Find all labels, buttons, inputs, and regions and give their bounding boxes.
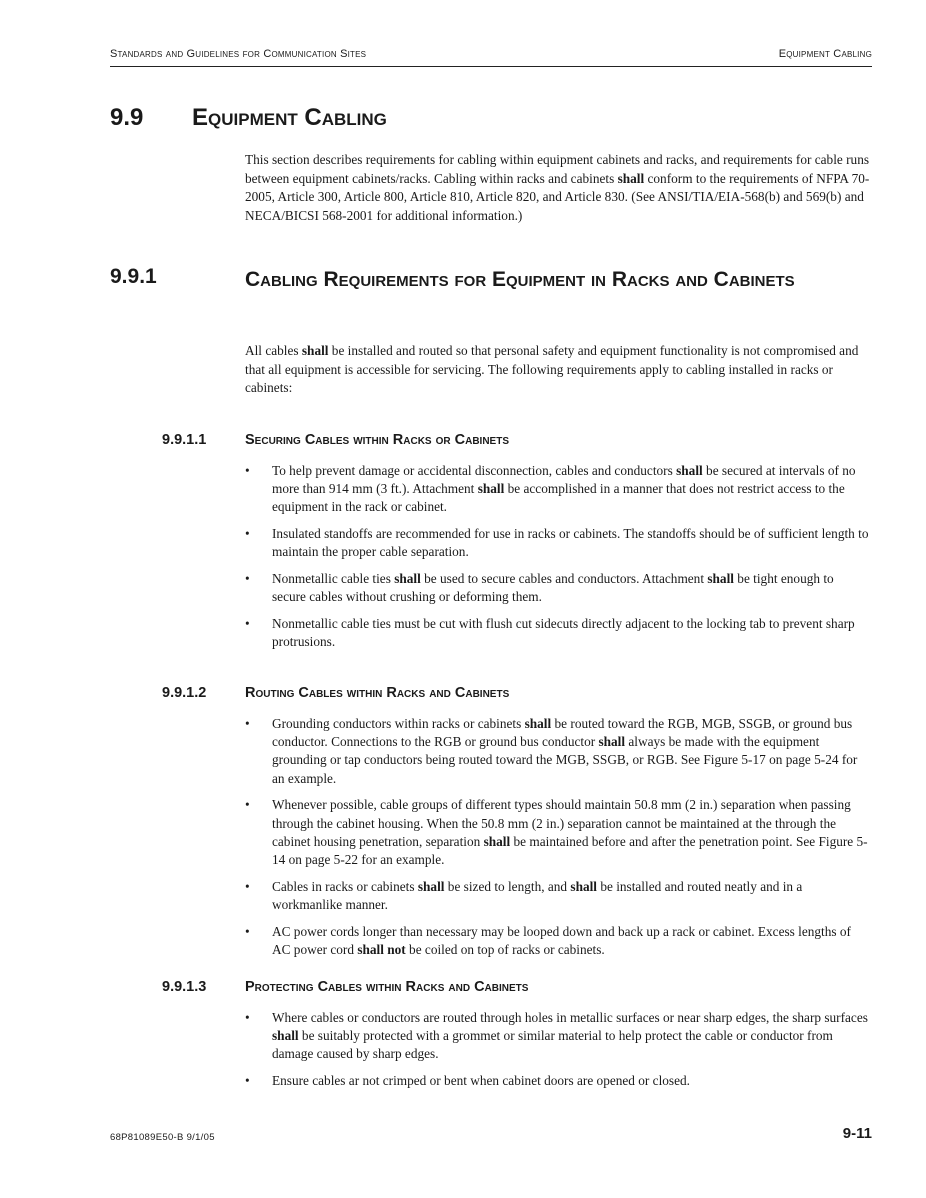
subsection-number: 9.9.1 (110, 265, 157, 288)
footer-doc-id: 68P81089E50-B 9/1/05 (110, 1132, 215, 1143)
list-item: • Where cables or conductors are routed through holes in metallic surfaces or near sharp edges, the sharp surfaces shall be suitably protected with a grommet or similar material to help protect the cable or conductor from damage caused by sharp edges. (245, 1010, 868, 1062)
section-title: Equipment Cabling (192, 104, 387, 131)
subsubsection-number: 9.9.1.2 (162, 685, 207, 701)
subsubsection-title: Securing Cables within Racks or Cabinets (245, 432, 510, 448)
bullet-list-protecting (245, 1009, 870, 1099)
subsection-intro: All cables shall be installed and routed so that personal safety and equipment functionality is not compromised and that all equipment is accessible for servicing. The following requirements apply to cabling installed in racks or cabinets: (245, 343, 859, 395)
list-item: • Nonmetallic cable ties must be cut with flush cut sidecuts directly adjacent to the locking tab to prevent sharp protrusions. (245, 615, 855, 650)
bullet-icon: • (245, 1010, 250, 1025)
list-item: • Nonmetallic cable ties shall be used to secure cables and conductors. Attachment shall be tight enough to secure cables without crushing or deforming them. (245, 571, 834, 605)
subsubsection-number: 9.9.1.3 (162, 979, 207, 995)
bullet-icon: • (245, 878, 250, 894)
list-item: • Insulated standoffs are recommended for use in racks or cabinets. The standoffs should be of sufficient length to maintain the proper cable separation. (245, 526, 869, 560)
page-number: 9-11 (842, 1125, 872, 1142)
bullet-icon: • (245, 797, 250, 813)
bullet-icon: • (245, 923, 250, 939)
list-item: • Ensure cables ar not crimped or bent when cabinet doors are opened or closed. (245, 1072, 870, 1090)
subsubsection-number: 9.9.1.1 (162, 432, 207, 448)
list-item: • AC power cords longer than necessary may be looped down and back up a rack or cabinet. Excess lengths of AC power cord shall not be coiled on top of racks or cabinets. (245, 923, 851, 957)
bullet-icon: • (245, 526, 250, 542)
subsubsection-title: Protecting Cables within Racks and Cabinets (245, 979, 529, 995)
bullet-icon: • (245, 463, 250, 478)
bullet-list-securing (245, 462, 870, 660)
header-rule (110, 66, 872, 67)
subsection-title: Cabling Requirements for Equipment in Racks and Cabinets (245, 268, 795, 291)
list-item: • Cables in racks or cabinets shall be sized to length, and shall be installed and routed neatly and in a workmanlike manner. (245, 878, 803, 912)
bullet-list-routing (245, 715, 870, 967)
bullet-icon: • (245, 571, 250, 587)
section-number: 9.9 (110, 104, 144, 131)
list-item: • Whenever possible, cable groups of different types should maintain 50.8 mm (2 in.) separation when passing through the cabinet housing. When the 50.8 mm (2 in.) separation cannot be maintained at the through the cabinet housing penetration, separation shall be maintained before and after the penetration point. See Figure 5-14 on page 5-22 for an example. (245, 797, 868, 867)
bullet-icon: • (245, 615, 250, 631)
bullet-icon: • (245, 716, 250, 731)
subsubsection-title: Routing Cables within Racks and Cabinets (245, 685, 510, 701)
header-doc-title: Standards and Guidelines for Communication Sites (110, 48, 367, 60)
bullet-icon: • (245, 1073, 250, 1089)
header-chapter-title: Equipment Cabling (778, 48, 872, 60)
list-item: • Grounding conductors within racks or cabinets shall be routed toward the RGB, MGB, SSGB, or ground bus conductor. Connections to the RGB or ground bus conductor shall always be made with the equipment grounding or tap conductors being routed toward the MGB, SSGB, or RGB. See Figure 5-17 on page 5-24 for an example. (245, 716, 858, 786)
section-intro: This section describes requirements for cabling within equipment cabinets and racks, and requirements for cable runs between equipment cabinets/racks. Cabling within racks and cabinets shall conform to the requirements of NFPA 70-2005, Article 300, Article 800, Article 810, Article 820, and Article 830. (See ANSI/TIA/EIA-568(b) and 569(b) and NECA/BICSI 568-2001 for additional information.) (245, 152, 870, 223)
list-item: • To help prevent damage or accidental disconnection, cables and conductors shall be secured at intervals of no more than 914 mm (3 ft.). Attachment shall be accomplished in a manner that does not restrict access to the equipment in the rack or cabinet. (245, 463, 856, 515)
running-header (110, 48, 872, 64)
